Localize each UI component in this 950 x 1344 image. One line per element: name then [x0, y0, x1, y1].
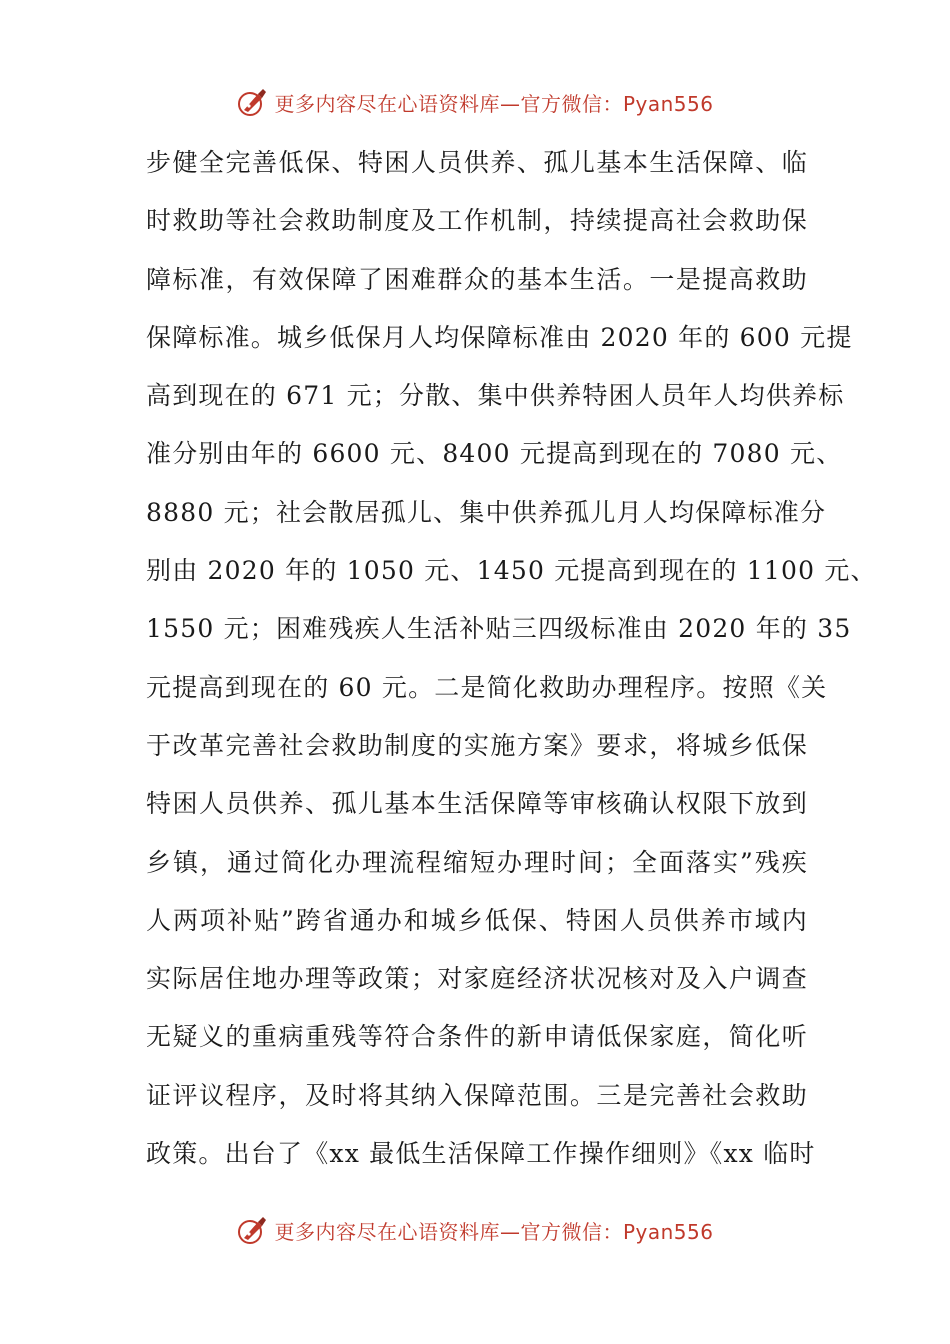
text-line: 8880 元；社会散居孤儿、集中供养孤儿月人均保障标准分: [146, 497, 827, 527]
text-line: 证评议程序，及时将其纳入保障范围。三是完善社会救助: [146, 1080, 808, 1110]
text-line: 实际居住地办理等政策；对家庭经济状况核对及入户调查: [146, 964, 808, 994]
footer-banner: [0, 1210, 950, 1250]
text-line: 政策。出台了《xx 最低生活保障工作操作细则》《xx 临时: [146, 1139, 816, 1169]
text-line: 于改革完善社会救助制度的实施方案》要求，将城乡低保: [146, 730, 808, 760]
text-line: 高到现在的 671 元；分散、集中供养特困人员年人均供养标: [146, 381, 845, 411]
text-line: 准分别由年的 6600 元、8400 元提高到现在的 7080 元、: [146, 439, 843, 469]
header-banner-text: 更多内容尽在心语资料库—官方微信：Pyan556: [274, 91, 714, 116]
text-line: 特困人员供养、孤儿基本生活保障等审核确认权限下放到: [146, 789, 808, 819]
text-line: 时救助等社会救助制度及工作机制，持续提高社会救助保: [146, 206, 808, 236]
header-banner: [0, 82, 950, 122]
text-line: 障标准，有效保障了困难群众的基本生活。一是提高救助: [146, 264, 808, 294]
text-line: 乡镇，通过简化办理流程缩短办理时间；全面落实”残疾: [146, 847, 808, 877]
text-line: 别由 2020 年的 1050 元、1450 元提高到现在的 1100 元、: [146, 556, 877, 586]
pen-nib-logo-icon: [236, 86, 268, 118]
text-line: 保障标准。城乡低保月人均保障标准由 2020 年的 600 元提: [146, 322, 853, 352]
text-line: 无疑义的重病重残等符合条件的新申请低保家庭，简化听: [146, 1022, 808, 1052]
text-line: 人两项补贴”跨省通办和城乡低保、特困人员供养市域内: [146, 905, 808, 935]
pen-nib-logo-icon: [236, 1214, 268, 1246]
text-line: 1550 元；困难残疾人生活补贴三四级标准由 2020 年的 35: [146, 614, 852, 644]
text-line: 元提高到现在的 60 元。二是简化救助办理程序。按照《关: [146, 672, 828, 702]
text-line: 步健全完善低保、特困人员供养、孤儿基本生活保障、临: [146, 148, 808, 177]
document-body: [146, 134, 877, 1183]
footer-banner-text: 更多内容尽在心语资料库—官方微信：Pyan556: [274, 1219, 714, 1244]
